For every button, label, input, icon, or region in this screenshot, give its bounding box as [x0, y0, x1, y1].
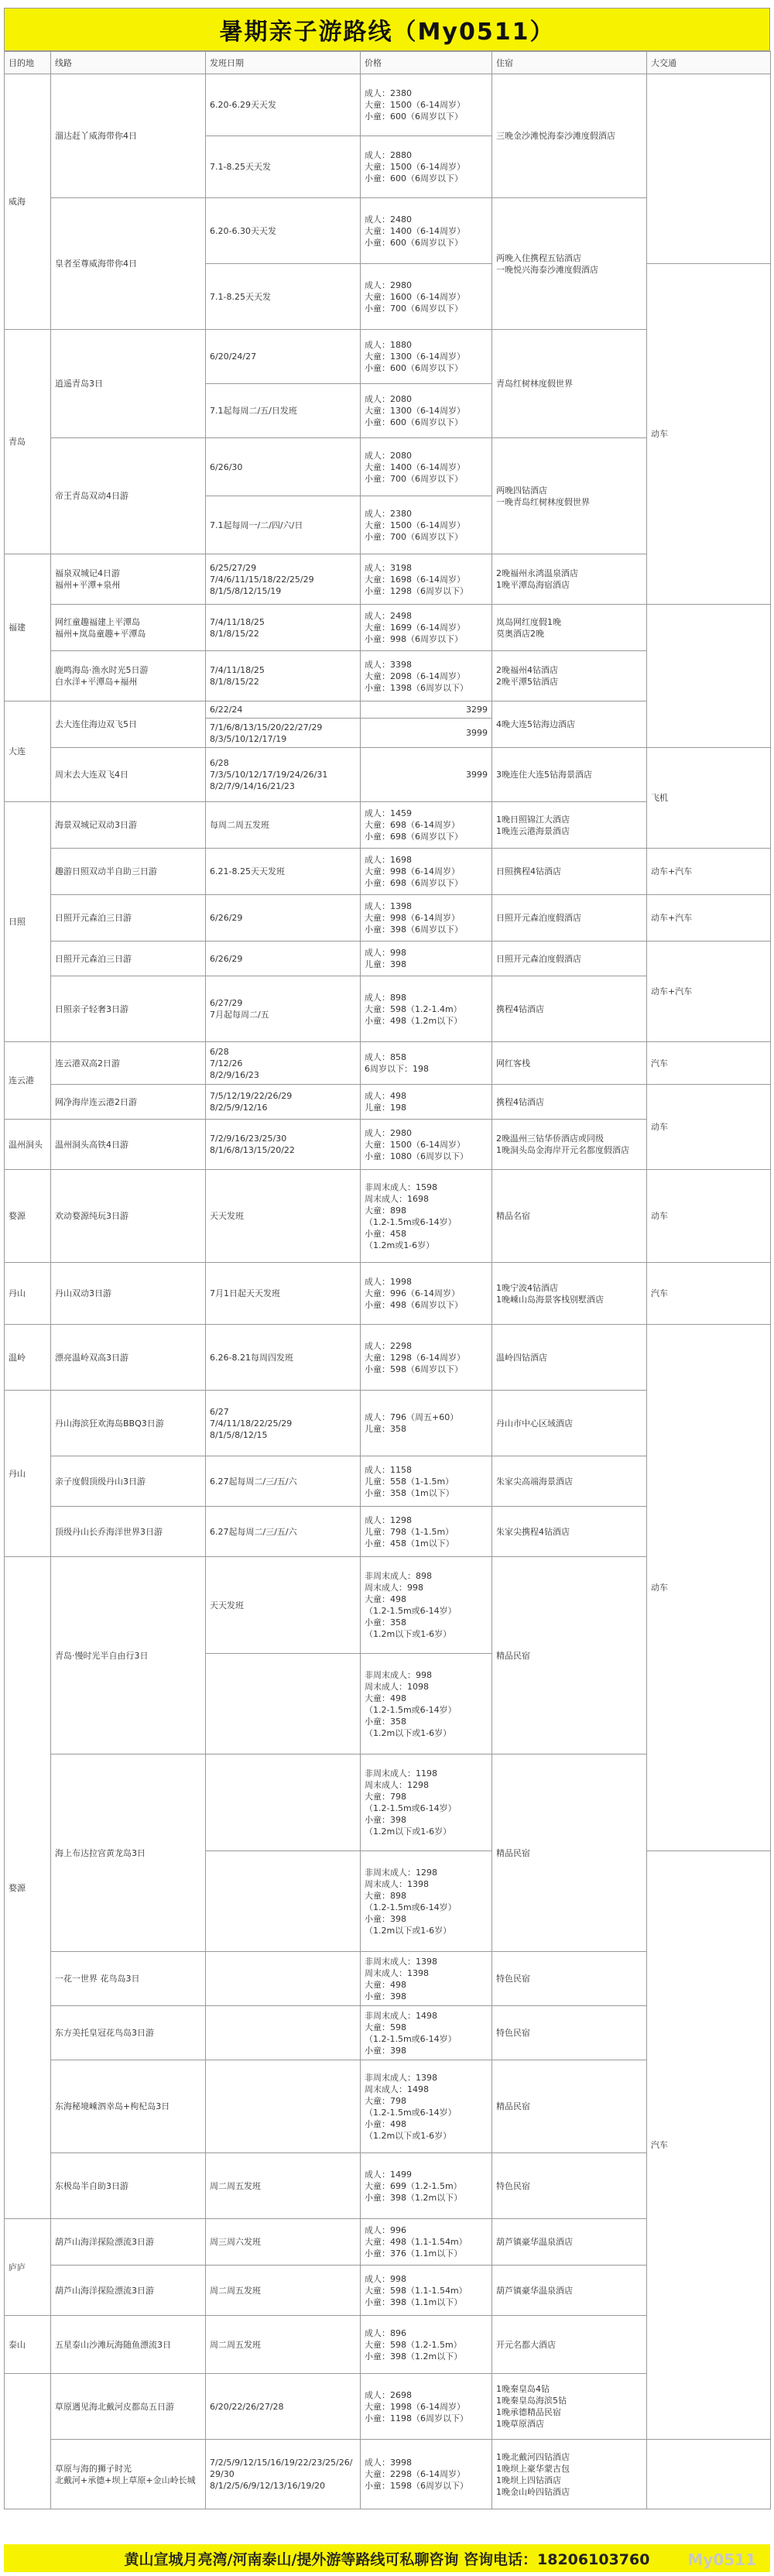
cell-destination: 威海: [5, 74, 51, 330]
cell-dates: 6.21-8.25天天发班: [206, 849, 361, 895]
cell-dates: 7.1起每周二/五/日发班: [206, 384, 361, 438]
cell-destination: 丹山: [5, 1391, 51, 1557]
cell-accommodation: 精品名宿: [492, 1170, 647, 1263]
cell-dates: 7/2/5/9/12/15/16/19/22/23/25/26/29/30 8/1/2/5/6/9/12/13/16/19/20: [206, 2440, 361, 2509]
cell-price: 非周末成人：1398 周末成人：1398 大童：498 小童：398: [361, 1952, 492, 2006]
cell-accommodation: 葫芦镇豪华温泉酒店: [492, 2266, 647, 2316]
table-header-row: [5, 52, 771, 74]
cell-destination: 福建: [5, 554, 51, 701]
cell-dates: 每周二周五发班: [206, 802, 361, 849]
cell-accommodation: 朱家尖高端海景酒店: [492, 1456, 647, 1507]
cell-dates: 7.1-8.25天天发: [206, 264, 361, 330]
cell-accommodation: 2晚福州永鸿温泉酒店 1晚平潭岛海宿酒店: [492, 554, 647, 605]
cell-destination: 温州洞头: [5, 1120, 51, 1170]
cell-price: 成人：1158 儿童：558（1-1.5m） 小童：358（1m以下）: [361, 1456, 492, 1507]
poster: [4, 8, 770, 2572]
cell-price: 成人：2080 大童：1400（6-14周岁） 小童：700（6周岁以下）: [361, 438, 492, 496]
cell-price: 3999: [361, 719, 492, 748]
cell-route-name: 连云港双高2日游: [51, 1042, 206, 1085]
cell-accommodation: 日照开元森泊度假酒店: [492, 895, 647, 942]
cell-dates: 7/5/12/19/22/26/29 8/2/5/9/12/16: [206, 1085, 361, 1120]
cell-destination: 丹山: [5, 1263, 51, 1325]
cell-dates: [206, 2060, 361, 2153]
cell-destination: 泰山: [5, 2316, 51, 2374]
table-row: [5, 1170, 771, 1263]
cell-price: 成人：1880 大童：1300（6-14周岁） 小童：600（6周岁以下）: [361, 330, 492, 384]
cell-route-name: 五星泰山沙滩玩海随鱼漂流3日: [51, 2316, 206, 2374]
cell-accommodation: 2晚温州三钻华侨酒店或同级 1晚洞头岛金海岸开元名都度假酒店: [492, 1120, 647, 1170]
page-title: 暑期亲子游路线（My0511）: [219, 19, 555, 46]
cell-price: 成人：3198 大童：1698（6-14周岁） 小童：1298（6周岁以下）: [361, 554, 492, 605]
cell-route-name: 顶级丹山长乔海洋世界3日游: [51, 1507, 206, 1557]
cell-accommodation: 特色民宿: [492, 2006, 647, 2060]
cell-dates: [206, 1754, 361, 1851]
table-row: [5, 2440, 771, 2509]
cell-price: 成人：3998 大童：2298（6-14周岁） 小童：1598（6周岁以下）: [361, 2440, 492, 2509]
cell-route-name: 丹山双动3日游: [51, 1263, 206, 1325]
cell-accommodation: 青岛红树林度假世界: [492, 330, 647, 438]
cell-dates: 6/27/29 7月起每周二/五: [206, 976, 361, 1042]
cell-price: 成人：1499 大童：699（1.2-1.5m） 小童：398（1.2m以下）: [361, 2153, 492, 2219]
cell-price: 成人：1298 儿童：798（1-1.5m） 小童：458（1m以下）: [361, 1507, 492, 1557]
cell-dates: 7/4/11/18/25 8/1/8/15/22: [206, 605, 361, 651]
cell-dates: 7/1/6/8/13/15/20/22/27/29 8/3/5/10/12/17/19: [206, 719, 361, 748]
cell-price: 成人：2480 大童：1400（6-14周岁） 小童：600（6周岁以下）: [361, 198, 492, 264]
cell-dates: [206, 1952, 361, 2006]
cell-route-name: 欢动婺源纯玩3日游: [51, 1170, 206, 1263]
cell-route-name: 东海秘境嵊泗幸岛+枸杞岛3日: [51, 2060, 206, 2153]
cell-price: 3999: [361, 748, 492, 802]
header-price: 价格: [361, 52, 492, 74]
cell-dates: 6/25/27/29 7/4/6/11/15/18/22/25/29 8/1/5/8/12/15/19: [206, 554, 361, 605]
cell-route-name: 网净海岸连云港2日游: [51, 1085, 206, 1120]
cell-price: 非周末成人：998 周末成人：1098 大童：498 （1.2-1.5m或6-14岁） 小童：358 （1.2m以下或1-6岁）: [361, 1654, 492, 1754]
cell-dates: 6.27起每周二/三/五/六: [206, 1456, 361, 1507]
cell-accommodation: 三晚金沙滩悦海泰沙滩度假酒店: [492, 74, 647, 198]
footer-banner: [4, 2544, 770, 2572]
cell-dates: 6/20/22/26/27/28: [206, 2374, 361, 2440]
cell-dates: 周二周五发班: [206, 2153, 361, 2219]
cell-route-name: 葫芦山海洋探险漂流3日游: [51, 2219, 206, 2266]
cell-destination: 庐庐: [5, 2219, 51, 2316]
cell-route-name: 海景双城记双动3日游: [51, 802, 206, 849]
route-table: [4, 51, 771, 2509]
cell-price: 成人：2980 大童：1600（6-14周岁） 小童：700（6周岁以下）: [361, 264, 492, 330]
title-banner: [4, 8, 770, 51]
table-row: [5, 942, 771, 976]
cell-destination: 大连: [5, 701, 51, 802]
table-row: [5, 1042, 771, 1085]
cell-accommodation: 葫芦镇豪华温泉酒店: [492, 2219, 647, 2266]
cell-price: 非周末成人：1398 周末成人：1498 大童：798 （1.2-1.5m或6-14岁） 小童：498 （1.2m以下或1-6岁）: [361, 2060, 492, 2153]
cell-price: 成人：2298 大童：1298（6-14周岁） 小童：598（6周岁以下）: [361, 1325, 492, 1391]
cell-transport: 动车+汽车: [647, 895, 771, 942]
cell-dates: 6/26/29: [206, 942, 361, 976]
cell-accommodation: 携程4钻酒店: [492, 1085, 647, 1120]
cell-dates: 6/26/29: [206, 895, 361, 942]
cell-transport: 动车+汽车: [647, 849, 771, 895]
cell-price: 成人：996 大童：498（1.1-1.54m） 小童：376（1.1m以下）: [361, 2219, 492, 2266]
cell-price: 成人：1398 大童：998（6-14周岁） 小童：398（6周岁以下）: [361, 895, 492, 942]
cell-dates: 天天发班: [206, 1557, 361, 1654]
cell-price: 成人：1998 大童：996（6-14周岁） 小童：498（6周岁以下）: [361, 1263, 492, 1325]
cell-accommodation: 1晚北戴河四钻酒店 1晚坝上豪华蒙古包 1晚坝上四钻酒店 1晚金山岭四钻酒店: [492, 2440, 647, 2509]
cell-transport: 动车: [647, 1325, 771, 1851]
cell-accommodation: 3晚连住大连5钻海景酒店: [492, 748, 647, 802]
cell-price: 成人：2380 大童：1500（6-14周岁） 小童：700（6周岁以下）: [361, 496, 492, 554]
cell-dates: 6/27 7/4/11/18/22/25/29 8/1/5/8/12/15: [206, 1391, 361, 1456]
cell-dates: 7.1-8.25天天发: [206, 136, 361, 198]
cell-dates: [206, 1851, 361, 1952]
cell-price: 成人：796（周五+60） 儿童：358: [361, 1391, 492, 1456]
cell-transport: 汽车: [647, 1851, 771, 2440]
cell-accommodation: 朱家尖携程4钻酒店: [492, 1507, 647, 1557]
cell-accommodation: 2晚福州4钻酒店 2晚平潭5钻酒店: [492, 651, 647, 701]
cell-route-name: 福泉双城记4日游 福州+平潭+泉州: [51, 554, 206, 605]
cell-accommodation: 岚岛网红度假1晚 莫奥酒店2晚: [492, 605, 647, 651]
cell-route-name: 周末去大连双飞4日: [51, 748, 206, 802]
cell-dates: 6/22/24: [206, 701, 361, 719]
cell-accommodation: 特色民宿: [492, 1952, 647, 2006]
cell-route-name: 草原遇见海北戴河皮都岛五日游: [51, 2374, 206, 2440]
cell-dates: [206, 1654, 361, 1754]
cell-dates: 周二周五发班: [206, 2316, 361, 2374]
cell-price: 成人：998 儿童：398: [361, 942, 492, 976]
cell-accommodation: 丹山市中心区域酒店: [492, 1391, 647, 1456]
cell-route-name: 东方美托皇冠花鸟岛3日游: [51, 2006, 206, 2060]
cell-accommodation: 精品民宿: [492, 1754, 647, 1952]
cell-dates: 6.26-8.21每周四发班: [206, 1325, 361, 1391]
cell-destination: 连云港: [5, 1042, 51, 1120]
cell-route-name: 漂亮温岭双高3日游: [51, 1325, 206, 1391]
cell-accommodation: 4晚大连5钻海边酒店: [492, 701, 647, 748]
table-body: [5, 74, 771, 2509]
cell-route-name: 一花一世界 花鸟岛3日: [51, 1952, 206, 2006]
cell-dates: 6/28 7/12/26 8/2/9/16/23: [206, 1042, 361, 1085]
cell-price: 成人：2980 大童：1500（6-14周岁） 小童：1080（6周岁以下）: [361, 1120, 492, 1170]
cell-transport: 动车: [647, 264, 771, 605]
table-row: [5, 74, 771, 136]
cell-accommodation: 1晚日照锦江大酒店 1晚连云港海景酒店: [492, 802, 647, 849]
table-row: [5, 748, 771, 802]
cell-transport: [647, 2440, 771, 2509]
cell-route-name: 草原与海的狮子时光 北戴河+承德+坝上草原+金山岭长城: [51, 2440, 206, 2509]
cell-route-name: 温州洞头高铁4日游: [51, 1120, 206, 1170]
cell-transport: [647, 74, 771, 264]
cell-route-name: 亲子度假顶级丹山3日游: [51, 1456, 206, 1507]
cell-route-name: 皇者至尊威海带你4日: [51, 198, 206, 330]
header-transport: 大交通: [647, 52, 771, 74]
cell-price: 非周末成人：1498 大童：598 （1.2-1.5m或6-14岁） 小童：398: [361, 2006, 492, 2060]
cell-dates: 7/4/11/18/25 8/1/8/15/22: [206, 651, 361, 701]
cell-price: 成人：2380 大童：1500（6-14周岁） 小童：600（6周岁以下）: [361, 74, 492, 136]
cell-accommodation: 日照开元森泊度假酒店: [492, 942, 647, 976]
cell-price: 成人：998 大童：598（1.1-1.54m） 小童：398（1.1m以下）: [361, 2266, 492, 2316]
table-row: [5, 1085, 771, 1120]
cell-dates: 6.27起每周二/三/五/六: [206, 1507, 361, 1557]
cell-dates: [206, 2006, 361, 2060]
cell-dates: 6.20-6.30天天发: [206, 198, 361, 264]
cell-route-name: 青岛·慢时光半自由行3日: [51, 1557, 206, 1754]
cell-transport: 动车: [647, 1085, 771, 1170]
cell-route-name: 海上布达拉宫黄龙岛3日: [51, 1754, 206, 1952]
cell-transport: 飞机: [647, 748, 771, 849]
cell-accommodation: 特色民宿: [492, 2153, 647, 2219]
cell-accommodation: 开元名都大酒店: [492, 2316, 647, 2374]
cell-price: 3299: [361, 701, 492, 719]
cell-destination: 温岭: [5, 1325, 51, 1391]
cell-accommodation: 网红客栈: [492, 1042, 647, 1085]
cell-price: 成人：2698 大童：1998（6-14周岁） 小童：1198（6周岁以下）: [361, 2374, 492, 2440]
cell-accommodation: 精品民宿: [492, 1557, 647, 1754]
header-stay: 住宿: [492, 52, 647, 74]
cell-route-name: 逍遥青岛3日: [51, 330, 206, 438]
cell-dates: 6/28 7/3/5/10/12/17/19/24/26/31 8/2/7/9/14/16/21/23: [206, 748, 361, 802]
cell-route-name: 葫芦山海洋探险漂流3日游: [51, 2266, 206, 2316]
cell-transport: 汽车: [647, 1042, 771, 1085]
table-row: [5, 1325, 771, 1391]
cell-accommodation: 精品民宿: [492, 2060, 647, 2153]
cell-accommodation: 温岭四钻酒店: [492, 1325, 647, 1391]
cell-route-name: 帝王青岛双动4日游: [51, 438, 206, 554]
header-dates: 发班日期: [206, 52, 361, 74]
cell-accommodation: 日照携程4钻酒店: [492, 849, 647, 895]
cell-transport: [647, 605, 771, 748]
cell-accommodation: 携程4钻酒店: [492, 976, 647, 1042]
cell-route-name: 去大连住海边双飞5日: [51, 701, 206, 748]
cell-destination: 日照: [5, 802, 51, 1042]
cell-destination: 婺源: [5, 1557, 51, 2219]
cell-destination: 婺源: [5, 1170, 51, 1263]
table-row: [5, 895, 771, 942]
cell-dates: 天天发班: [206, 1170, 361, 1263]
footer-text: 黄山宣城月亮湾/河南泰山/提外游等路线可私聊咨询 咨询电话：18206103760: [124, 2550, 650, 2568]
cell-price: 成人：858 6周岁以下：198: [361, 1042, 492, 1085]
cell-price: 成人：1698 大童：998（6-14周岁） 小童：698（6周岁以下）: [361, 849, 492, 895]
cell-dates: 周三周六发班: [206, 2219, 361, 2266]
cell-price: 成人：2080 大童：1300（6-14周岁） 小童：600（6周岁以下）: [361, 384, 492, 438]
cell-dates: 7.1起每周一/二/四/六/日: [206, 496, 361, 554]
cell-price: 非周末成人：1298 周末成人：1398 大童：898 （1.2-1.5m或6-14岁） 小童：398 （1.2m以下或1-6岁）: [361, 1851, 492, 1952]
cell-dates: 6/20/24/27: [206, 330, 361, 384]
header-route: 线路: [51, 52, 206, 74]
cell-accommodation: 两晚四钻酒店 一晚青岛红树林度假世界: [492, 438, 647, 554]
table-row: [5, 605, 771, 651]
cell-route-name: 鹿鸣海岛·渔水时光5日游 白水洋+平潭岛+福州: [51, 651, 206, 701]
cell-route-name: 日照开元森泊三日游: [51, 895, 206, 942]
cell-price: 非周末成人：1198 周末成人：1298 大童：798 （1.2-1.5m或6-14岁） 小童：398 （1.2m以下或1-6岁）: [361, 1754, 492, 1851]
cell-accommodation: 1晚宁波4钻酒店 1晚嵊山岛海景客栈别墅酒店: [492, 1263, 647, 1325]
cell-route-name: 网红童趣福建上平潭岛 福州+岚岛童趣+平潭岛: [51, 605, 206, 651]
cell-accommodation: 两晚入住携程五钻酒店 一晚悦兴海泰沙滩度假酒店: [492, 198, 647, 330]
cell-route-name: 趣游日照双动半自助三日游: [51, 849, 206, 895]
cell-route-name: 日照开元森泊三日游: [51, 942, 206, 976]
header-dest: 目的地: [5, 52, 51, 74]
cell-transport: 动车: [647, 1170, 771, 1263]
cell-destination: 青岛: [5, 330, 51, 554]
cell-route-name: 东极岛半自助3日游: [51, 2153, 206, 2219]
cell-route-name: 丹山海滨狂欢海岛BBQ3日游: [51, 1391, 206, 1456]
cell-price: 成人：896 大童：598（1.2-1.5m） 小童：398（1.2m以下）: [361, 2316, 492, 2374]
table-row: [5, 1263, 771, 1325]
cell-price: 非周末成人：898 周末成人：998 大童：498 （1.2-1.5m或6-14岁） 小童：358 （1.2m以下或1-6岁）: [361, 1557, 492, 1654]
cell-price: 成人：898 大童：598（1.2-1.4m） 小童：498（1.2m以下）: [361, 976, 492, 1042]
cell-dates: 7/2/9/16/23/25/30 8/1/6/8/13/15/20/22: [206, 1120, 361, 1170]
cell-transport: 汽车: [647, 1263, 771, 1325]
cell-destination: [5, 2374, 51, 2509]
cell-route-name: 溜达赶丫威海带你4日: [51, 74, 206, 198]
cell-dates: 6.20-6.29天天发: [206, 74, 361, 136]
watermark: My0511: [687, 2550, 756, 2569]
cell-accommodation: 1晚秦皇岛4钻 1晚秦皇岛海滨5钻 1晚承德精品民宿 1晚草原酒店: [492, 2374, 647, 2440]
cell-price: 非周末成人：1598 周末成人：1698 大童：898 （1.2-1.5m或6-14岁） 小童：458 （1.2m或1-6岁）: [361, 1170, 492, 1263]
cell-dates: 周二周五发班: [206, 2266, 361, 2316]
cell-price: 成人：3398 大童：2098（6-14周岁） 小童：1398（6周岁以下）: [361, 651, 492, 701]
cell-price: 成人：2880 大童：1500（6-14周岁） 小童：600（6周岁以下）: [361, 136, 492, 198]
cell-dates: 7月1日起天天发班: [206, 1263, 361, 1325]
cell-price: 成人：1459 大童：698（6-14周岁） 小童：698（6周岁以下）: [361, 802, 492, 849]
cell-price: 成人：498 儿童：198: [361, 1085, 492, 1120]
cell-price: 成人：2498 大童：1699（6-14周岁） 小童：998（6周岁以下）: [361, 605, 492, 651]
table-row: [5, 849, 771, 895]
cell-route-name: 日照亲子轻奢3日游: [51, 976, 206, 1042]
cell-transport: 动车+汽车: [647, 942, 771, 1042]
cell-dates: 6/26/30: [206, 438, 361, 496]
